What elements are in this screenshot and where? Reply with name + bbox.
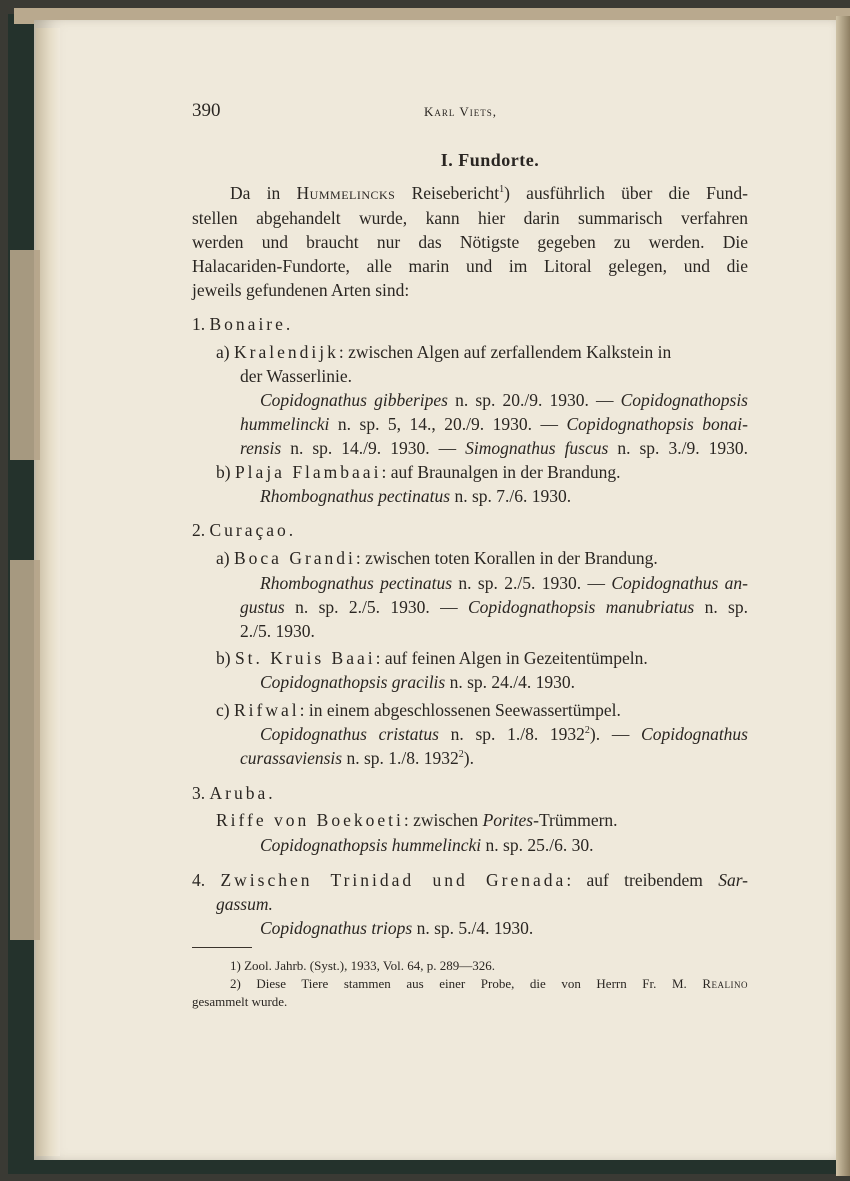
list-item: c) Rifwal: in einem abgeschlossenen Seewassertümpel. <box>216 700 621 720</box>
species-line: rensis n. sp. 14./9. 1930. — Simognathus fuscus n. sp. 3./9. 1930. <box>240 438 748 458</box>
footnote: 1) Zool. Jahrb. (Syst.), 1933, Vol. 64, p. 289—326. <box>230 958 495 973</box>
species-line: Copidognathopsis hummelincki n. sp. 25./6. 30. <box>260 835 594 855</box>
species-line: Rhombognathus pectinatus n. sp. 2./5. 1930. — Copidognathus an- <box>260 573 748 593</box>
list-item: 4. Zwischen Trinidad und Grenada: auf treibendem Sar- <box>192 870 748 890</box>
list-item: gassum. <box>216 894 273 914</box>
page-number: 390 <box>192 100 221 121</box>
intro-line: stellen abgehandelt wurde, kann hier darin summarisch verfahren <box>192 208 748 228</box>
species-line: Rhombognathus pectinatus n. sp. 7./6. 1930. <box>260 486 572 506</box>
list-item: a) Boca Grandi: zwischen toten Korallen in der Brandung. <box>216 548 658 568</box>
list-item: 2. Curaçao. <box>192 520 297 540</box>
species-line: gustus n. sp. 2./5. 1930. — Copidognathopsis manubriatus n. sp. <box>240 597 748 617</box>
intro-line: jeweils gefundenen Arten sind: <box>192 280 410 300</box>
intro-line: Da in Hummelincks Reisebericht$^1$) ausführlich über die Fund- <box>230 183 748 203</box>
intro-line: Halacariden-Fundorte, alle marin und im Litoral gelegen, und die <box>192 256 748 276</box>
species-line: Copidognathus triops n. sp. 5./4. 1930. <box>260 918 534 938</box>
list-item: 1. Bonaire. <box>192 314 294 334</box>
section-heading: I. Fundorte. <box>440 150 540 170</box>
list-item: b) St. Kruis Baai: auf feinen Algen in Gezeitentümpeln. <box>216 648 648 668</box>
footnote: gesammelt wurde. <box>192 994 288 1009</box>
footnote-rule <box>192 947 252 948</box>
species-line: Copidognathopsis gracilis n. sp. 24./4. 1930. <box>260 672 576 692</box>
species-line: hummelincki n. sp. 5, 14., 20./9. 1930. — Copidognathopsis bonai- <box>240 414 748 434</box>
list-item: Riffe von Boekoeti: zwischen Porites-Trümmern. <box>216 810 618 830</box>
list-item: a) Kralendijk: zwischen Algen auf zerfallendem Kalkstein in <box>216 342 672 362</box>
species-line: Copidognathus cristatus n. sp. 1./8. 1932$^2$). — Copidognathus <box>260 724 748 744</box>
list-item: b) Plaja Flambaai: auf Braunalgen in der Brandung. <box>216 462 621 482</box>
list-item: der Wasserlinie. <box>240 366 352 386</box>
species-line: Copidognathus gibberipes n. sp. 20./9. 1930. — Copidognathopsis <box>260 390 748 410</box>
intro-line: werden und braucht nur das Nötigste gegeben zu werden. Die <box>192 232 748 252</box>
running-header: Karl Viets, <box>424 104 498 119</box>
species-line: 2./5. 1930. <box>240 621 315 641</box>
species-line: curassaviensis n. sp. 1./8. 1932$^2$). <box>240 748 474 768</box>
footnote: 2) Diese Tiere stammen aus einer Probe, die von Herrn Fr. M. Realino <box>230 976 748 991</box>
list-item: 3. Aruba. <box>192 783 276 803</box>
